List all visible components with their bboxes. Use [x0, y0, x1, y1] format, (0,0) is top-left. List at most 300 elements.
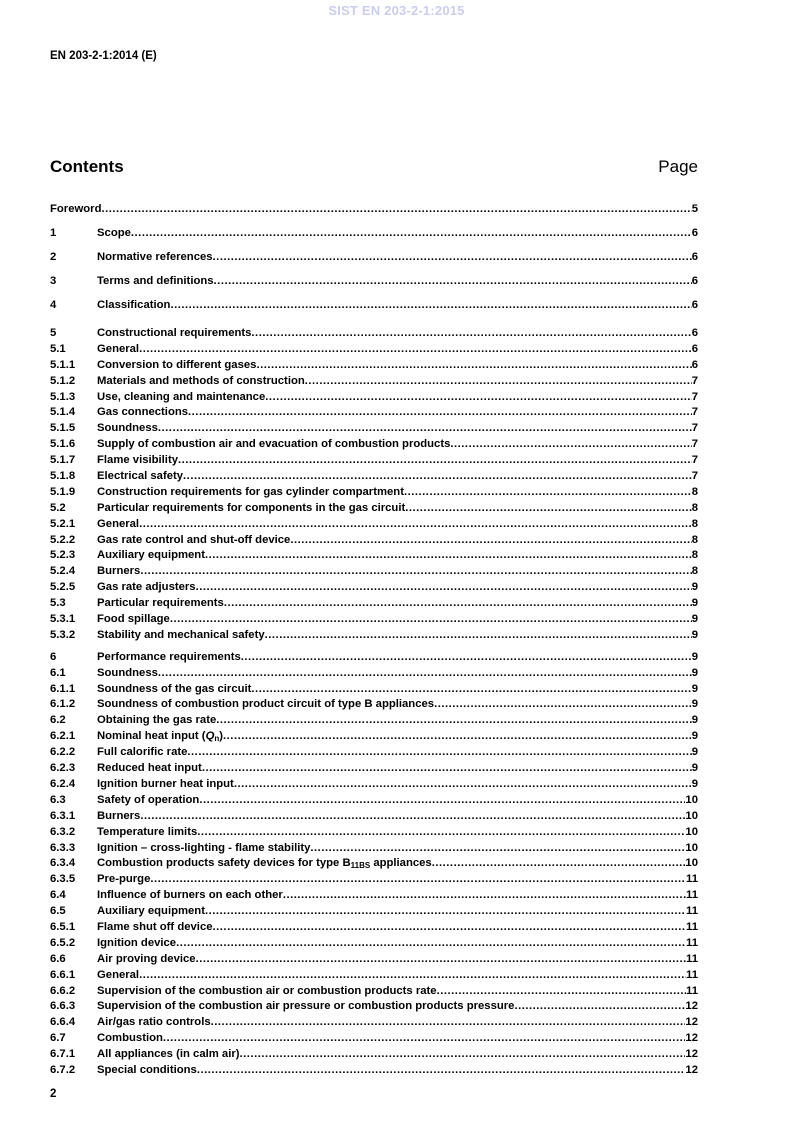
toc-entry[interactable]: [50, 856, 698, 872]
toc-entry-line: [97, 374, 698, 390]
toc-leader-dots: [265, 390, 691, 406]
toc-leader-dots: [158, 666, 692, 682]
toc-entry[interactable]: [50, 968, 698, 984]
toc-entry-title: Combustion: [97, 1032, 163, 1045]
toc-entry[interactable]: [50, 421, 698, 437]
toc-entry-number: 6.6.2: [50, 984, 76, 997]
toc-entry[interactable]: [50, 628, 698, 644]
toc-entry-page: 9: [691, 666, 698, 679]
document-id: EN 203-2-1:2014 (E): [50, 50, 157, 62]
toc-entry-number: 6.3.3: [50, 841, 76, 854]
toc-entry-title: Electrical safety: [97, 470, 184, 483]
toc-leader-dots: [187, 745, 691, 761]
toc-entry-line: [97, 1063, 698, 1079]
toc-entry-line: [97, 342, 698, 358]
toc-entry-page: 11: [686, 968, 698, 981]
toc-entry-page: 11: [686, 984, 698, 997]
toc-leader-dots: [405, 501, 691, 517]
toc-entry-page: 11: [686, 889, 698, 902]
toc-entry-number: 5.1.9: [50, 485, 76, 498]
toc-entry[interactable]: [50, 825, 698, 841]
toc-entry-number: 5.2: [50, 501, 66, 514]
toc-leader-dots: [213, 248, 692, 266]
toc-entry-title: Combustion products safety devices for type $B_{11BS}$ appliances: [97, 857, 432, 871]
toc-entry-title: Influence of burners on each other: [97, 889, 283, 902]
toc-entry-title: Nominal heat input $(Q_n)$: [97, 730, 224, 744]
toc-entry[interactable]: [50, 437, 698, 453]
toc-entry-title: Pre-purge: [97, 873, 151, 886]
toc-entry-number: 6.6.3: [50, 1000, 76, 1013]
toc-entry[interactable]: [50, 326, 698, 342]
toc-leader-dots: [158, 421, 692, 437]
toc-leader-dots: [139, 342, 692, 358]
toc-entry-title: Terms and definitions: [97, 275, 214, 287]
toc-leader-dots: [140, 809, 685, 825]
toc-entry-page: 10: [685, 825, 698, 838]
toc-leader-dots: [176, 936, 686, 952]
toc-entry-number: 6.3.1: [50, 809, 76, 822]
toc-entry-title: Scope: [97, 227, 131, 239]
toc-entry-page: 9: [691, 613, 698, 626]
toc-entry-line: [97, 358, 698, 374]
toc-leader-dots: [234, 777, 692, 793]
toc-entry-line: [97, 272, 698, 290]
toc-entry-page: 10: [685, 793, 698, 806]
toc-entry[interactable]: [50, 984, 698, 1000]
toc-entry[interactable]: [50, 952, 698, 968]
toc-entry-page: 6: [691, 358, 698, 371]
toc-entry[interactable]: [50, 405, 698, 421]
toc-entry-line: [97, 1031, 698, 1047]
toc-entry-title: General: [97, 342, 140, 355]
toc-entry-page: 12: [685, 1048, 698, 1061]
toc-entry-page: 12: [685, 1063, 698, 1076]
toc-leader-dots: [205, 904, 686, 920]
toc-entry-page: 11: [686, 920, 698, 933]
toc-entry-title: Supervision of the combustion air pressure or combustion products pressure: [97, 1000, 515, 1013]
toc-entry-number: 6.6: [50, 952, 66, 965]
toc-entry-line: [97, 888, 698, 904]
toc-entry-number: 6.3.2: [50, 825, 76, 838]
toc-entry-number: 6.3.5: [50, 873, 76, 886]
toc-entry-title: Safety of operation: [97, 793, 200, 806]
toc-entry-line: [97, 682, 698, 698]
toc-leader-dots: [432, 856, 686, 872]
toc-entry-line: [97, 841, 698, 857]
toc-entry-page: 9: [691, 581, 698, 594]
toc-entry-title: Constructional requirements: [97, 327, 252, 339]
toc-entry-title: Particular requirements for components in the gas circuit: [97, 501, 406, 514]
toc-leader-dots: [197, 825, 685, 841]
toc-entry-number: 6: [50, 650, 57, 663]
toc-entry-title: Soundness of the gas circuit: [97, 682, 252, 695]
toc-entry-line: [97, 936, 698, 952]
toc-entry[interactable]: [50, 485, 698, 501]
toc-entry-line: [97, 248, 698, 266]
toc-entry-number: 5.3: [50, 597, 66, 610]
toc-entry-page: 7: [691, 438, 698, 451]
toc-entry-page: 6: [691, 275, 698, 287]
toc-entry-title: Construction requirements for gas cylinder compartment: [97, 485, 404, 498]
toc-entry[interactable]: [50, 248, 698, 272]
toc-entry-line: [97, 580, 698, 596]
toc-entry-line: [97, 904, 698, 920]
toc-entry-number: 3: [50, 275, 57, 287]
toc-entry[interactable]: [50, 729, 698, 745]
toc-entry-page: 9: [691, 597, 698, 610]
toc-leader-dots: [196, 952, 686, 968]
toc-entry-title: Burners: [97, 565, 141, 578]
toc-entry-title: Air proving device: [97, 952, 196, 965]
toc-entry[interactable]: [50, 650, 698, 666]
toc-entry-title: Supply of combustion air and evacuation of combustion products: [97, 438, 451, 451]
toc-entry-page: 7: [691, 422, 698, 435]
toc-entry-title: Temperature limits: [97, 825, 198, 838]
toc-entry-line: [97, 296, 698, 314]
toc-entry[interactable]: [50, 936, 698, 952]
toc-entry[interactable]: [50, 1031, 698, 1047]
toc-entry-number: 6.5.2: [50, 936, 76, 949]
toc-entry-title: Gas connections: [97, 406, 189, 419]
toc-entry-title: Stability and mechanical safety: [97, 628, 265, 641]
toc-entry-line: [97, 548, 698, 564]
toc-leader-dots: [183, 469, 692, 485]
toc-entry[interactable]: [50, 453, 698, 469]
toc-entry-line: [97, 952, 698, 968]
toc-entry-number: 6.2.3: [50, 762, 76, 775]
toc-entry-line: [97, 405, 698, 421]
toc-entry-line: [97, 761, 698, 777]
toc-entry[interactable]: [50, 713, 698, 729]
toc-entry-page: 12: [685, 1000, 698, 1013]
toc-entry-page: 11: [686, 952, 698, 965]
toc-entry-number: 6.6.4: [50, 1016, 76, 1029]
toc-leader-dots: [223, 729, 692, 745]
toc-leader-dots: [101, 200, 691, 218]
toc-entry[interactable]: [50, 809, 698, 825]
toc-entry-line: [97, 453, 698, 469]
toc-entry-number: 6.5.1: [50, 920, 76, 933]
watermark: SIST EN 203-2-1:2015: [328, 3, 465, 18]
toc-entry-page: 9: [691, 650, 698, 663]
toc-entry-line: [97, 793, 698, 809]
toc-leader-dots: [290, 533, 691, 549]
toc-entry-title: Use, cleaning and maintenance: [97, 390, 266, 403]
toc-entry[interactable]: [50, 666, 698, 682]
toc-entry-page: 10: [685, 809, 698, 822]
toc-entry-title: Burners: [97, 809, 141, 822]
toc-entry-line: [97, 920, 698, 936]
toc-entry-page: 7: [691, 374, 698, 387]
toc-entry[interactable]: [50, 1047, 698, 1063]
toc-entry-number: 6.1.2: [50, 698, 76, 711]
toc-entry[interactable]: [50, 469, 698, 485]
toc-entry[interactable]: [50, 517, 698, 533]
toc-entry-title: Ignition device: [97, 936, 177, 949]
toc-entry-page: 6: [691, 227, 698, 239]
toc-entry[interactable]: [50, 548, 698, 564]
toc-entry-page: 9: [691, 714, 698, 727]
toc-entry-page: 11: [686, 905, 698, 918]
toc-entry-page: 9: [691, 777, 698, 790]
toc-entry[interactable]: [50, 501, 698, 517]
toc-entry-number: 6.7.1: [50, 1048, 76, 1061]
toc-entry-page: 8: [691, 485, 698, 498]
toc-leader-dots: [305, 374, 692, 390]
toc-entry-title: Reduced heat input: [97, 762, 202, 775]
toc-entry-number: 5.3.1: [50, 613, 76, 626]
toc-entry-title: Soundness: [97, 666, 158, 679]
toc-entry-page: 8: [691, 501, 698, 514]
toc-entry-title: Flame shut off device: [97, 920, 213, 933]
toc-entry[interactable]: [50, 272, 698, 296]
toc-entry-page: 6: [691, 299, 698, 311]
toc-entry-number: 5.1.2: [50, 374, 76, 387]
toc-entry-title: Special conditions: [97, 1063, 197, 1076]
toc-entry[interactable]: [50, 1063, 698, 1079]
toc-entry-number: 5.1: [50, 342, 66, 355]
toc-entry-title: Materials and methods of construction: [97, 374, 305, 387]
toc-entry-page: 10: [685, 857, 698, 870]
toc-leader-dots: [214, 272, 692, 290]
toc-entry-line: [97, 224, 698, 242]
toc-entry-line: [97, 697, 698, 713]
toc-entry[interactable]: [50, 390, 698, 406]
toc-entry[interactable]: [50, 596, 698, 612]
toc-entry-title: Supervision of the combustion air or combustion products rate: [97, 984, 437, 997]
toc-entry-title: Food spillage: [97, 613, 170, 626]
toc-entry[interactable]: [50, 745, 698, 761]
toc-entry-page: 6: [691, 342, 698, 355]
toc-leader-dots: [197, 1063, 686, 1079]
toc-entry-number: 2: [50, 251, 57, 263]
toc-leader-dots: [251, 326, 691, 342]
toc-entry-page: 10: [685, 841, 698, 854]
toc-entry-line: [97, 713, 698, 729]
toc-entry-title: Gas rate control and shut-off device: [97, 533, 291, 546]
toc-entry-number: 6.3: [50, 793, 66, 806]
toc-entry-title: Full calorific rate: [97, 746, 188, 759]
toc-entry[interactable]: [50, 342, 698, 358]
toc-entry-title: General: [97, 517, 140, 530]
toc-leader-dots: [404, 485, 692, 501]
toc-entry-line: [97, 729, 698, 745]
toc-entry-line: [97, 825, 698, 841]
toc-leader-dots: [310, 841, 685, 857]
toc-leader-dots: [265, 628, 692, 644]
toc-entry[interactable]: [50, 777, 698, 793]
toc-entry-line: [97, 501, 698, 517]
toc-entry-line: [97, 596, 698, 612]
contents-header: [50, 157, 698, 181]
toc-entry-line: [97, 612, 698, 628]
toc-entry-line: [97, 999, 698, 1015]
toc-entry-line: [97, 745, 698, 761]
toc-leader-dots: [437, 984, 686, 1000]
toc-leader-dots: [256, 358, 691, 374]
toc-entry[interactable]: [50, 697, 698, 713]
toc-entry-page: 5: [691, 203, 698, 215]
toc-entry[interactable]: [50, 564, 698, 580]
toc-entry-number: 5.2.2: [50, 533, 76, 546]
toc-entry-page: 8: [691, 565, 698, 578]
toc-entry-number: 6.2.1: [50, 730, 76, 743]
toc-entry-title: Particular requirements: [97, 597, 224, 610]
toc-entry-number: 6.2.4: [50, 777, 76, 790]
toc-entry-number: 5.2.1: [50, 517, 76, 530]
toc-entry-line: [97, 533, 698, 549]
toc-leader-dots: [283, 888, 686, 904]
toc-entry[interactable]: [50, 296, 698, 320]
toc-leader-dots: [514, 999, 685, 1015]
toc-leader-dots: [139, 968, 686, 984]
toc-leader-dots: [170, 296, 691, 314]
toc-entry[interactable]: [50, 872, 698, 888]
toc-entry[interactable]: [50, 533, 698, 549]
toc-entry-page: 8: [691, 549, 698, 562]
toc-entry-page: 9: [691, 762, 698, 775]
toc-entry-number: 5.2.3: [50, 549, 76, 562]
toc-entry-number: 5: [50, 327, 57, 339]
toc-leader-dots: [450, 437, 691, 453]
toc-entry-number: 5.1.8: [50, 470, 76, 483]
toc-entry[interactable]: [50, 920, 698, 936]
toc-entry[interactable]: [50, 374, 698, 390]
toc-entry-line: [97, 326, 698, 342]
toc-entry-page: 7: [691, 470, 698, 483]
toc-entry[interactable]: [50, 1015, 698, 1031]
toc-entry-number: 5.2.5: [50, 581, 76, 594]
toc-entry[interactable]: [50, 200, 698, 224]
toc-entry-page: 12: [685, 1032, 698, 1045]
toc-entry-page: 6: [691, 251, 698, 263]
toc-entry-line: [97, 421, 698, 437]
toc-entry-number: 6.3.4: [50, 857, 76, 870]
toc-entry-number: 5.2.4: [50, 565, 76, 578]
page-column-label: Page: [658, 157, 698, 176]
toc-entry-page: 11: [686, 873, 698, 886]
toc-leader-dots: [139, 517, 692, 533]
toc-entry[interactable]: [50, 999, 698, 1015]
toc-entry[interactable]: [50, 793, 698, 809]
toc-leader-dots: [188, 405, 692, 421]
toc-leader-dots: [211, 1015, 686, 1031]
contents-title: Contents: [50, 157, 124, 176]
toc-entry-title: Ignition burner heat input: [97, 777, 234, 790]
toc-leader-dots: [140, 564, 691, 580]
toc-entry-title: General: [97, 968, 140, 981]
toc-entry-line: [97, 469, 698, 485]
toc-entry-title: Auxiliary equipment: [97, 905, 205, 918]
toc-entry-title: Auxiliary equipment: [97, 549, 205, 562]
toc-entry-line: [97, 777, 698, 793]
toc-entry-number: 6.4: [50, 889, 66, 902]
toc-entry-title: Conversion to different gases: [97, 358, 257, 371]
toc-entry-number: 6.7.2: [50, 1063, 76, 1076]
toc-entry-page: 6: [691, 327, 698, 339]
toc-entry-line: [97, 628, 698, 644]
toc-entry-page: 9: [691, 746, 698, 759]
toc-entry[interactable]: [50, 888, 698, 904]
toc-entry-title: Soundness: [97, 422, 158, 435]
toc-leader-dots: [131, 224, 692, 242]
toc-entry-line: [97, 1047, 698, 1063]
toc-entry-number: 5.1.7: [50, 454, 76, 467]
toc-entry-number: 5.1.4: [50, 406, 76, 419]
toc-entry-line: [97, 437, 698, 453]
toc-entry-title: Performance requirements: [97, 650, 241, 663]
toc-leader-dots: [170, 612, 692, 628]
toc-leader-dots: [178, 453, 692, 469]
toc-entry-number: 5.3.2: [50, 628, 76, 641]
toc-entry[interactable]: [50, 224, 698, 248]
toc-entry-number: 6.7: [50, 1032, 66, 1045]
toc-entry[interactable]: [50, 612, 698, 628]
toc-entry-page: 9: [691, 628, 698, 641]
toc-entry-line: [97, 968, 698, 984]
toc-entry-title: Obtaining the gas rate: [97, 714, 217, 727]
toc-entry-number: 6.2: [50, 714, 66, 727]
toc-leader-dots: [241, 650, 692, 666]
toc-entry-number: 6.2.2: [50, 746, 76, 759]
toc-entry-number: 6.1: [50, 666, 66, 679]
toc-entry-line: [97, 984, 698, 1000]
toc-entry-page: 9: [691, 682, 698, 695]
toc-entry[interactable]: [50, 358, 698, 374]
toc-entry-title: All appliances (in calm air): [97, 1048, 240, 1061]
toc-entry-number: 6.6.1: [50, 968, 76, 981]
toc-entry-number: 4: [50, 299, 57, 311]
toc-leader-dots: [216, 713, 691, 729]
toc-entry-title: Ignition – cross-lighting - flame stability: [97, 841, 311, 854]
toc-entry[interactable]: [50, 580, 698, 596]
toc-entry-title: Air/gas ratio controls: [97, 1016, 211, 1029]
page-number: 2: [50, 1088, 57, 1100]
toc-entry-line: [97, 666, 698, 682]
toc-entry-page: 11: [686, 936, 698, 949]
toc-entry-page: 9: [691, 730, 698, 743]
toc-entry-line: [97, 390, 698, 406]
toc-leader-dots: [240, 1047, 686, 1063]
toc-entry-page: 8: [691, 533, 698, 546]
toc-entry-page: 8: [691, 517, 698, 530]
toc-leader-dots: [434, 697, 692, 713]
toc-entry[interactable]: [50, 904, 698, 920]
toc-leader-dots: [163, 1031, 686, 1047]
toc-entry-number: 5.1.6: [50, 438, 76, 451]
table-of-contents: [50, 200, 698, 1079]
toc-leader-dots: [205, 548, 692, 564]
toc-entry[interactable]: [50, 841, 698, 857]
toc-leader-dots: [150, 872, 686, 888]
toc-entry-page: 7: [691, 454, 698, 467]
toc-entry-line: [97, 485, 698, 501]
toc-entry-page: 9: [691, 698, 698, 711]
toc-entry[interactable]: [50, 761, 698, 777]
toc-leader-dots: [251, 682, 691, 698]
toc-entry-title: Gas rate adjusters: [97, 581, 196, 594]
toc-entry-title: Foreword: [50, 203, 102, 215]
toc-entry-title: Flame visibility: [97, 454, 178, 467]
toc-entry-line: [97, 809, 698, 825]
toc-entry-number: 5.1.5: [50, 422, 76, 435]
toc-entry[interactable]: [50, 682, 698, 698]
toc-entry-line: [97, 872, 698, 888]
toc-entry-number: 6.5: [50, 905, 66, 918]
toc-entry-number: 6.1.1: [50, 682, 76, 695]
toc-entry-line: [50, 200, 698, 218]
toc-entry-title: Normative references: [97, 251, 213, 263]
